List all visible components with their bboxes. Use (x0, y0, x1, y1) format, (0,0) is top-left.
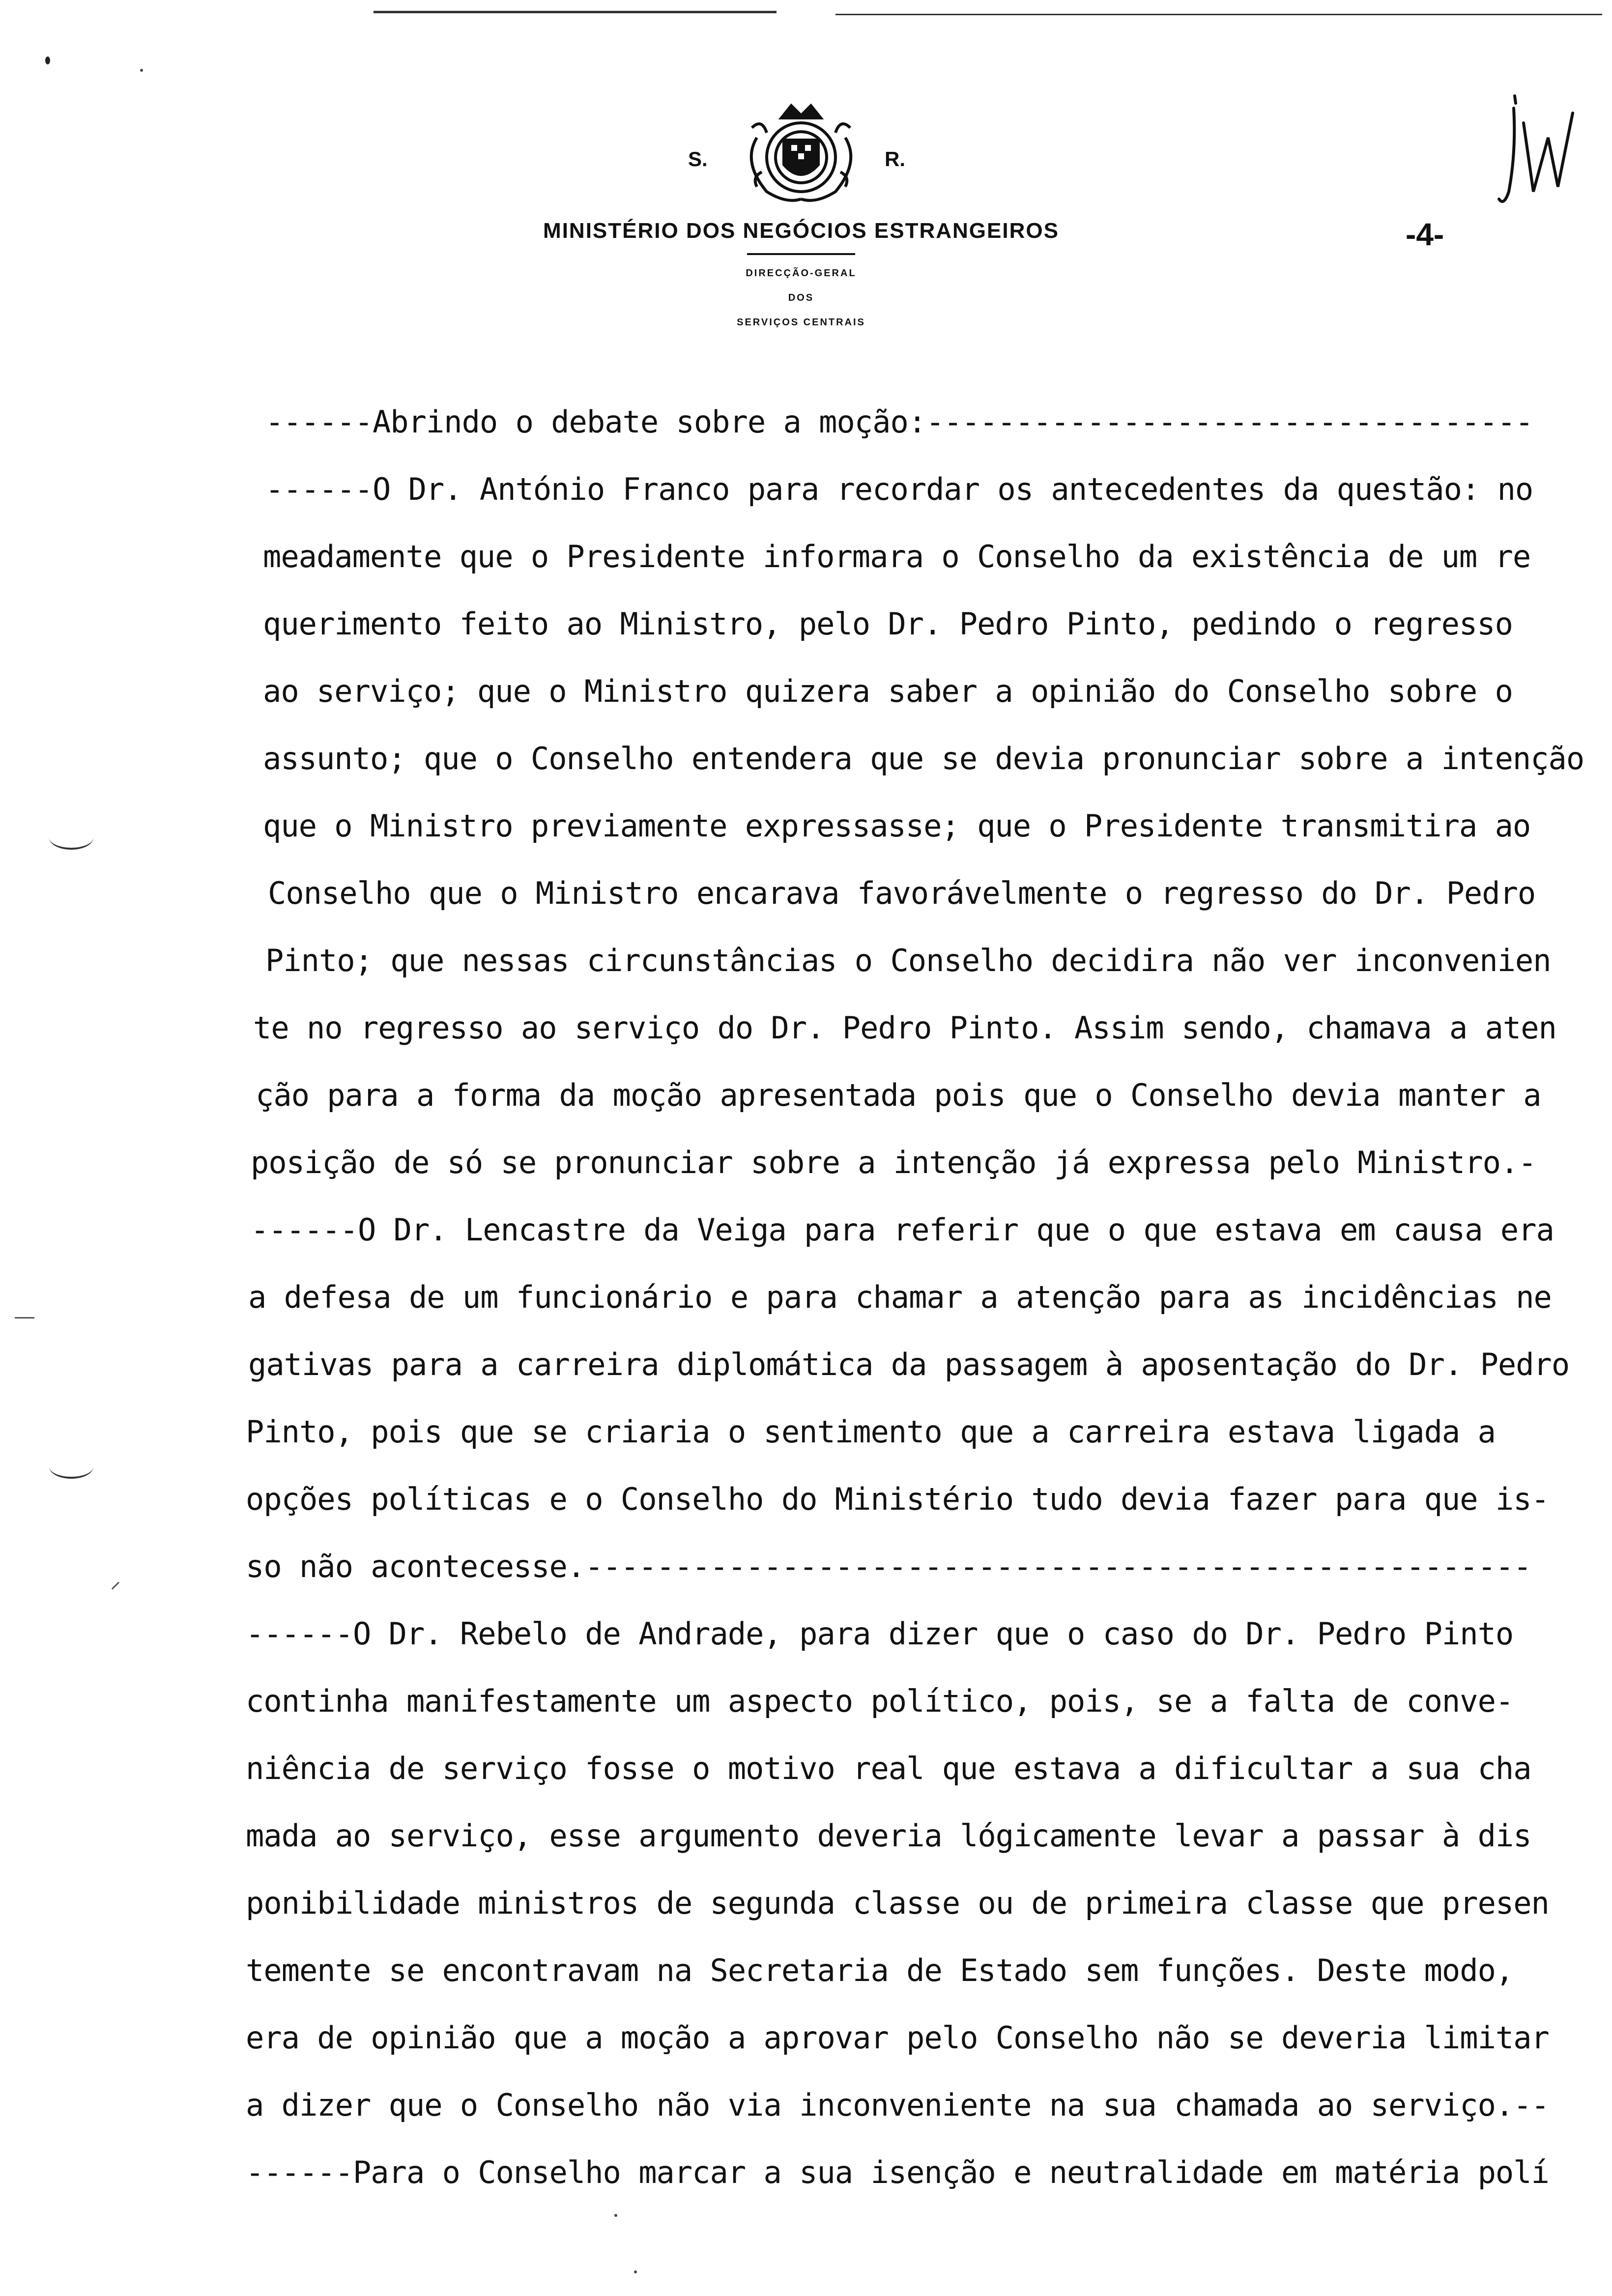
text-line: a dizer que o Conselho não via inconveniente na sua chamada ao serviço.-- (246, 2087, 1549, 2123)
text-line: opções políticas e o Conselho do Ministério tudo devia fazer para que is- (246, 1481, 1549, 1517)
text-line: mada ao serviço, esse argumento deveria lógicamente levar a passar à dis (246, 1818, 1531, 1854)
coat-of-arms-icon (737, 98, 865, 211)
letterhead-initial-left: S. (688, 147, 708, 171)
text-line: so não acontecesse.----------------------------------------------------- (246, 1549, 1531, 1584)
margin-mark (15, 1317, 34, 1319)
text-line: temente se encontravam na Secretaria de Estado sem funções. Deste modo, (246, 1952, 1514, 1988)
text-line: Pinto; que nessas circunstâncias o Conselho decidira não ver inconvenien (265, 943, 1551, 978)
text-line: gativas para a carreira diplomática da passagem à aposentação do Dr. Pedro (248, 1347, 1570, 1382)
margin-mark (112, 1581, 119, 1589)
margin-mark (634, 2270, 637, 2273)
text-line: era de opinião que a moção a aprovar pelo Conselho não se deveria limitar (246, 2020, 1549, 2056)
margin-mark (140, 69, 143, 72)
text-line: meadamente que o Presidente informara o Conselho da existência de um re (263, 539, 1531, 574)
text-line: assunto; que o Conselho entendera que se devia pronunciar sobre a intenção (263, 741, 1584, 776)
letterhead-rule (747, 253, 855, 255)
text-line: posição de só se pronunciar sobre a intenção já expressa pelo Ministro.- (251, 1145, 1536, 1180)
text-line: ponibilidade ministros de segunda classe ou de primeira classe que presen (246, 1885, 1549, 1921)
text-line: Conselho que o Ministro encarava favorávelmente o regresso do Dr. Pedro (268, 875, 1536, 911)
text-line: te no regresso ao serviço do Dr. Pedro Pinto. Assim sendo, chamava a aten (253, 1010, 1556, 1046)
top-edge-line (835, 14, 1602, 15)
text-line: a defesa de um funcionário e para chamar a atenção para as incidências ne (248, 1279, 1552, 1315)
margin-mark (614, 2214, 617, 2217)
department-line-2: DOS (788, 292, 814, 303)
typed-body (246, 388, 1602, 2206)
text-line: que o Ministro previamente expressasse; que o Presidente transmitira ao (263, 808, 1531, 844)
department-line-1: DIRECÇÃO-GERAL (746, 268, 857, 279)
text-line: ------Para o Conselho marcar a sua isenção e neutralidade em matéria polí (246, 2154, 1549, 2190)
letterhead (491, 98, 1111, 354)
text-line: ------Abrindo o debate sobre a moção:---------------------------------- (265, 404, 1533, 440)
text-line: ------O Dr. Rebelo de Andrade, para dizer que o caso do Dr. Pedro Pinto (246, 1616, 1514, 1652)
text-line: ao serviço; que o Ministro quizera saber a opinião do Conselho sobre o (263, 673, 1513, 709)
page-number: -4- (1406, 217, 1444, 252)
ministry-name: MINISTÉRIO DOS NEGÓCIOS ESTRANGEIROS (543, 219, 1059, 243)
top-edge-line (374, 11, 777, 13)
handwritten-initials-icon (1494, 93, 1583, 211)
text-line: niência de serviço fosse o motivo real que estava a dificultar a sua cha (246, 1751, 1531, 1786)
department-line-3: SERVIÇOS CENTRAIS (737, 317, 865, 328)
text-line: querimento feito ao Ministro, pelo Dr. Pedro Pinto, pedindo o regresso (263, 606, 1513, 642)
text-line: ------O Dr. Lencastre da Veiga para referir que o que estava em causa era (251, 1212, 1554, 1248)
text-line: ------O Dr. António Franco para recordar os antecedentes da questão: no (265, 471, 1533, 507)
text-line: ção para a forma da moção apresentada pois que o Conselho devia manter a (256, 1077, 1541, 1113)
margin-mark (49, 1455, 93, 1479)
text-line: Pinto, pois que se criaria o sentimento que a carreira estava ligada a (246, 1414, 1496, 1450)
margin-mark (45, 57, 50, 64)
letterhead-initial-right: R. (885, 147, 905, 171)
text-line: continha manifestamente um aspecto político, pois, se a falta de conve- (246, 1683, 1514, 1719)
margin-mark (49, 826, 93, 850)
